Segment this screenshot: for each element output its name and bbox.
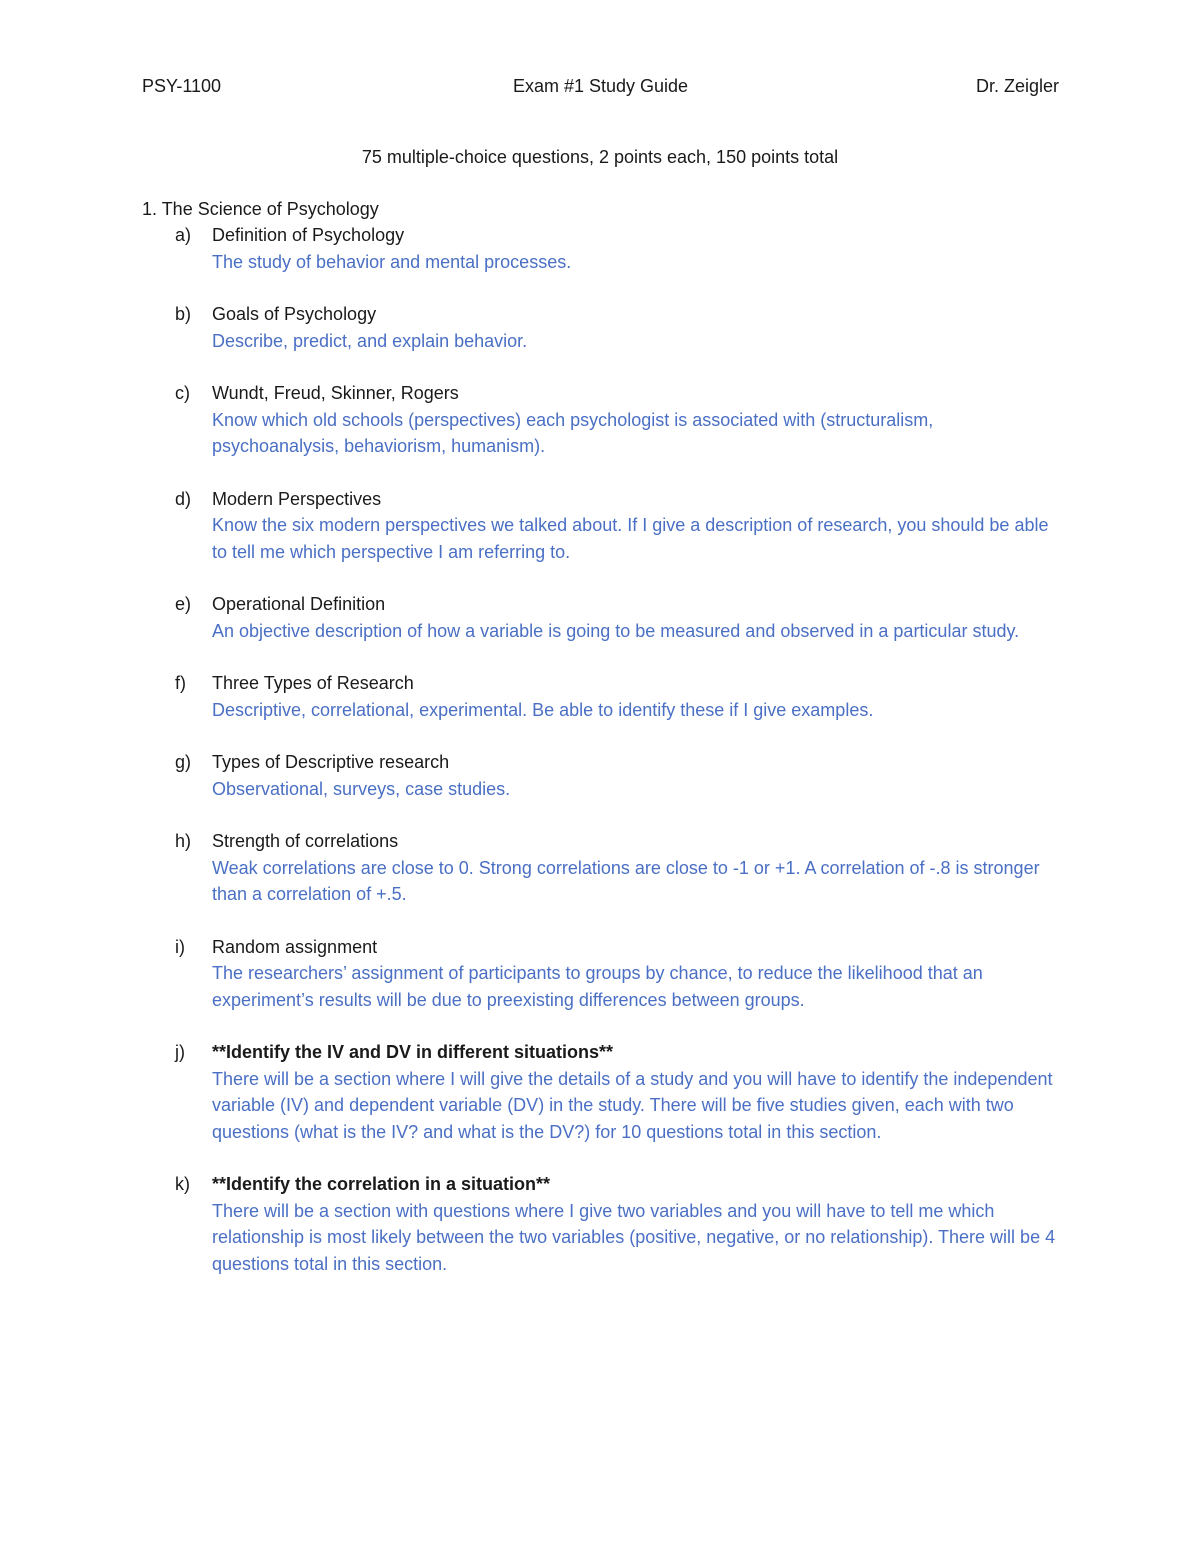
- list-item: [142, 486, 1062, 566]
- item-description: Weak correlations are close to 0. Strong correlations are close to -1 or +1. A correlation of -.8 is stronger than a correlation of +.5.: [212, 857, 1040, 904]
- list-item: [142, 749, 1062, 802]
- item-label: **Identify the correlation in a situation**: [212, 1174, 551, 1194]
- item-description: Observational, surveys, case studies.: [212, 778, 511, 799]
- list-item: [142, 1171, 1062, 1277]
- topic-list: [142, 222, 1062, 1303]
- list-item: [142, 934, 1062, 1014]
- list-item: [142, 670, 1062, 723]
- item-marker: k): [175, 1174, 190, 1194]
- list-item: [142, 222, 1062, 275]
- item-label: Random assignment: [212, 936, 378, 957]
- course-code: PSY-1100: [142, 76, 222, 96]
- item-label: **Identify the IV and DV in different situations**: [212, 1042, 614, 1062]
- item-marker: i): [175, 936, 185, 957]
- list-item: [142, 301, 1062, 354]
- item-label: Wundt, Freud, Skinner, Rogers: [212, 383, 459, 403]
- list-item: [142, 1039, 1062, 1145]
- item-marker: d): [175, 488, 192, 509]
- exam-summary: 75 multiple-choice questions, 2 points each, 150 points total: [361, 147, 839, 167]
- item-marker: f): [175, 673, 186, 693]
- item-label: Modern Perspectives: [212, 488, 382, 509]
- item-marker: e): [175, 594, 192, 614]
- item-description: Describe, predict, and explain behavior.: [212, 330, 528, 351]
- item-marker: g): [175, 752, 192, 772]
- item-marker: b): [175, 304, 192, 324]
- item-marker: j): [175, 1042, 185, 1062]
- item-label: Definition of Psychology: [212, 225, 405, 245]
- section-title: 1. The Science of Psychology: [142, 199, 379, 219]
- item-marker: a): [175, 225, 192, 245]
- item-label: Types of Descriptive research: [212, 752, 450, 772]
- item-description: Know which old schools (perspectives) each psychologist is associated with (structuralism, psychoanalysis, behaviorism, humanism).: [212, 409, 934, 456]
- instructor-name: Dr. Zeigler: [975, 76, 1059, 96]
- item-label: Three Types of Research: [212, 673, 414, 693]
- page-header: [142, 73, 1059, 99]
- list-item: [142, 380, 1062, 460]
- item-marker: c): [175, 383, 190, 403]
- item-description: Descriptive, correlational, experimental. Be able to identify these if I give examples.: [212, 699, 874, 720]
- item-label: Operational Definition: [212, 594, 386, 614]
- item-description: There will be a section where I will give the details of a study and you will have to identify the independent variable (IV) and dependent variable (DV) in the study. There will be five studies given, each with two questions (what is the IV? and what is the DV?) for 10 questions total in this section.: [212, 1068, 1053, 1142]
- item-description: Know the six modern perspectives we talked about. If I give a description of research, you should be able to tell me which perspective I am referring to.: [212, 515, 1049, 562]
- item-description: The researchers’ assignment of participants to groups by chance, to reduce the likelihood that an experiment’s results will be due to preexisting differences between groups.: [212, 963, 983, 1010]
- document-title: Exam #1 Study Guide: [512, 76, 689, 96]
- item-label: Goals of Psychology: [212, 304, 377, 324]
- list-item: [142, 591, 1062, 644]
- item-description: An objective description of how a variable is going to be measured and observed in a particular study.: [212, 620, 1020, 641]
- item-description: There will be a section with questions where I give two variables and you will have to tell me which relationship is most likely between the two variables (positive, negative, or no relationship). There will be 4 questions total in this section.: [212, 1200, 1056, 1274]
- list-item: [142, 828, 1062, 908]
- item-description: The study of behavior and mental processes.: [212, 251, 572, 272]
- item-marker: h): [175, 831, 192, 851]
- item-label: Strength of correlations: [212, 831, 399, 851]
